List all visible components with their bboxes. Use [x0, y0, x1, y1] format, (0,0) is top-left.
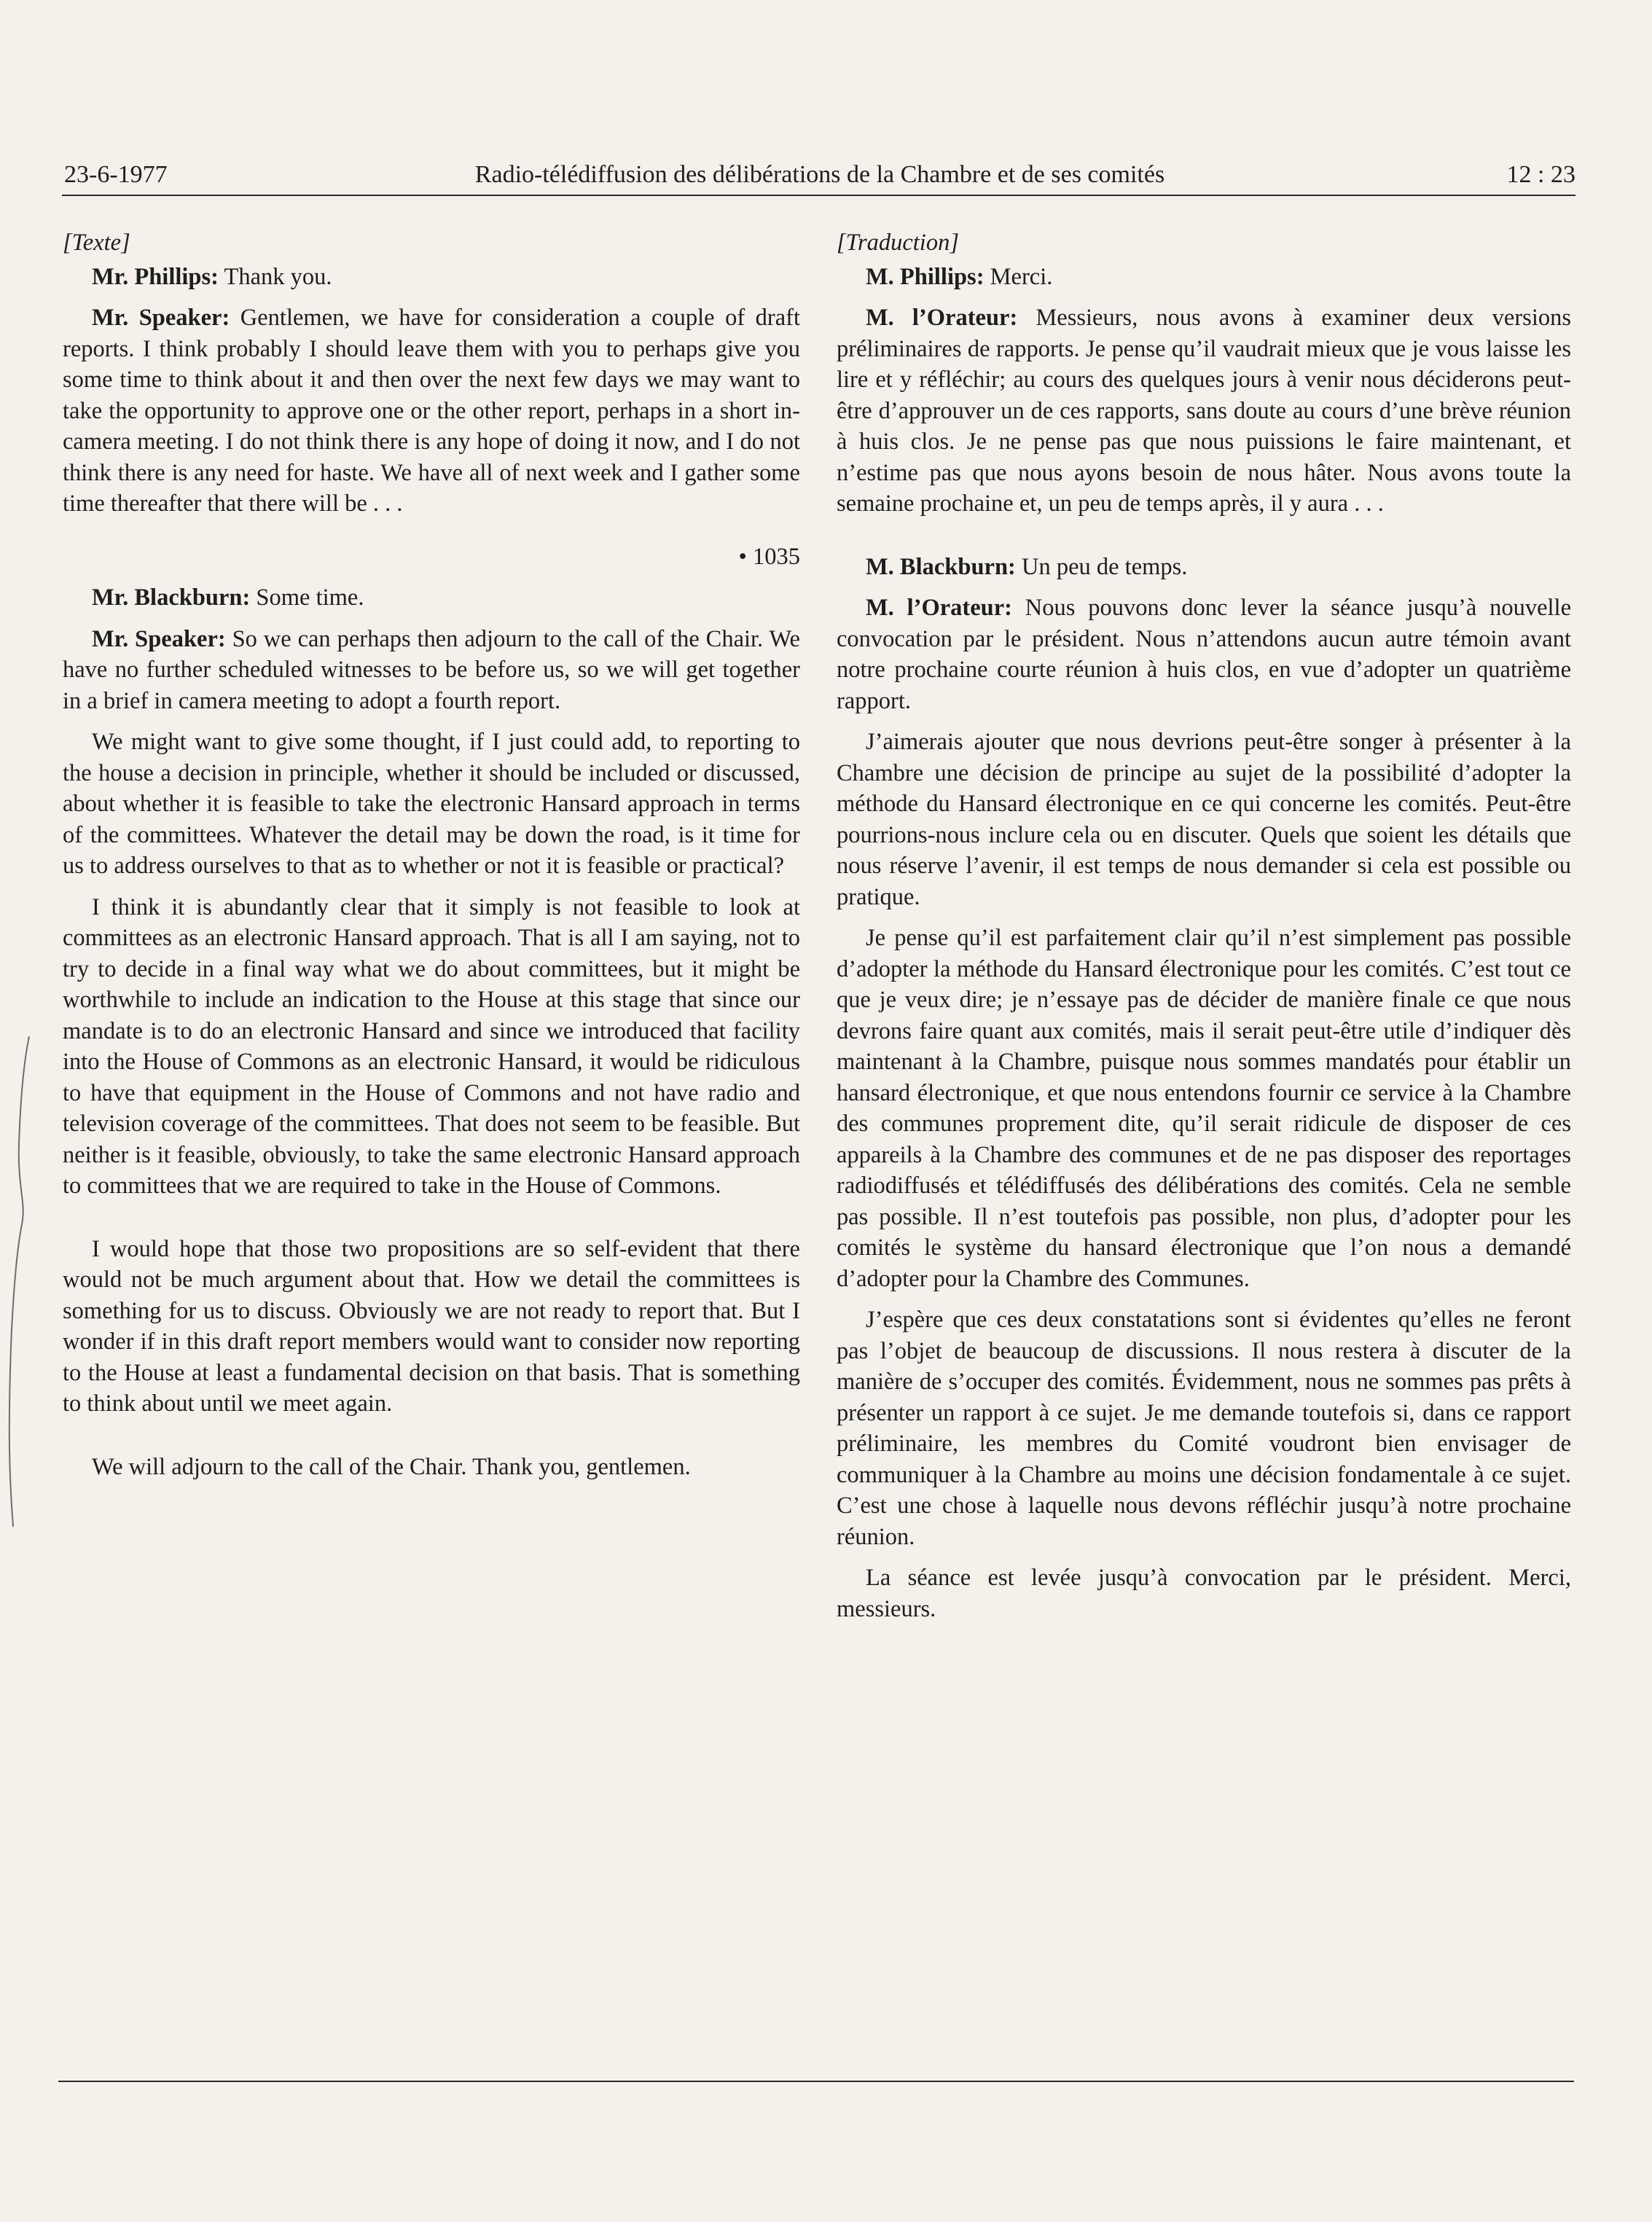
- paragraph-text: La séance est levée jusqu’à convocation par le président. Merci, messieurs.: [837, 1565, 1571, 1622]
- paragraph-text: J’aimerais ajouter que nous devrions peut-être songer à présenter à la Chambre une décision de principe au sujet de la possibilité d’adopter la méthode du Hansard électronique en ce qui concerne les comités. Peut-être pourrions-nous inclure cela ou en discuter. Quels que soient les détails que nous réserve l’avenir, il est temps de nous demander si cela est possible ou pratique.: [837, 729, 1571, 910]
- paragraph-text: I think it is abundantly clear that it simply is not feasible to look at committees as an electronic Hansard approach. That is all I am saying, not to try to decide in a final way what we do about committees, but it might be worthwhile to include an indication to the House at this stage that since our mandate is to do an electronic Hansard and since we introduced that facility into the House of Commons as an electronic Hansard, it would be ridiculous to have that equipment in the House of Commons and not have radio and television coverage of the committees. That does not seem to be feasible. But neither is it feasible, obviously, to take the same electronic Hansard approach to committees that we are required to take in the House of Commons.: [63, 893, 800, 1199]
- paragraph-text: We might want to give some thought, if I just could add, to reporting to the house a decision in principle, whether it should be included or discussed, about whether it is feasible to take the electronic Hansard approach in terms of the committees. Whatever the detail may be down the road, is it time for us to address ourselves to that as to whether or not it is feasible or practical?: [63, 729, 800, 879]
- paragraph-text: Nous pouvons donc lever la séance jusqu’à nouvelle convocation par le président. Nous n’attendons aucun autre témoin avant notre prochaine courte réunion à huis clos, en vue d’adopter un quatrième rapport.: [837, 595, 1572, 714]
- paragraph: [837, 552, 1571, 583]
- handwritten-margin-mark: [4, 1035, 34, 1530]
- column-label: [Traduction]: [837, 230, 959, 256]
- english-column: [63, 227, 800, 1493]
- speaker-name: Mr. Speaker:: [92, 625, 226, 652]
- paragraph: [837, 262, 1571, 293]
- paragraph-text: So we can perhaps then adjourn to the call of the Chair. We have no further scheduled witnesses to be before us, so we will get together in a brief in camera meeting to adopt a fourth report.: [63, 625, 800, 714]
- header-title: Radio-télédiffusion des délibérations de la Chambre et de ses comités: [474, 161, 1165, 188]
- paragraph-text: Un peu de temps.: [1015, 553, 1188, 580]
- paragraph: [63, 582, 800, 614]
- header-page-number: 12 : 23: [1506, 161, 1575, 188]
- page-header: [64, 157, 1575, 193]
- paragraph: [63, 302, 800, 520]
- paragraph: [837, 1562, 1571, 1624]
- column-label: [Texte]: [63, 230, 130, 256]
- speaker-name: Mr. Blackburn:: [92, 584, 251, 611]
- header-rule: [62, 195, 1575, 196]
- paragraph: [837, 302, 1571, 520]
- paragraph-text: Some time.: [250, 584, 364, 611]
- speaker-name: M. l’Orateur:: [866, 595, 1012, 621]
- speaker-name: Mr. Phillips:: [92, 263, 219, 290]
- speaker-name: Mr. Speaker:: [92, 305, 230, 331]
- paragraph-text: J’espère que ces deux constatations sont si évidentes qu’elles ne feront pas l’objet de beaucoup de discussions. Il nous restera à discuter de la manière de s’occuper des comités. Évidemment, nous ne sommes pas prêts à présenter un rapport à ce sujet. Je me demande toutefois si, dans ce rapport préliminaire, les membres du Comité voudront bien envisager de communiquer à la Chambre au moins une décision fondamentale à ce sujet. C’est une chose à laquelle nous devons réfléchir jusqu’à notre prochaine réunion.: [837, 1307, 1571, 1550]
- header-date: 23-6-1977: [64, 161, 168, 188]
- french-column: [837, 227, 1571, 1635]
- paragraph-text: Messieurs, nous avons à examiner deux versions préliminaires de rapports. Je pense qu’il vaudrait mieux que je vous laisse les lire et y réfléchir; au cours des quelques jours à venir nous déciderons peut-être d’approuver un de ces rapports, sans doute au cours d’une brève réunion à huis clos. Je ne pense pas que nous puissions le faire maintenant, et n’estime pas que nous ayons besoin de nous hâter. Nous avons toute la semaine prochaine et, un peu de temps après, il y aura . . .: [837, 305, 1572, 517]
- paragraph-text: I would hope that those two propositions are so self-evident that there would not be much argument about that. How we detail the committees is something for us to discuss. Obviously we are not ready to report that. But I wonder if in this draft report members would want to consider now reporting to the House at least a fundamental decision on that basis. That is something to think about until we meet again.: [63, 1235, 800, 1417]
- paragraph: [837, 923, 1571, 1294]
- time-marker: • 1035: [738, 543, 800, 570]
- paragraph: [837, 727, 1571, 912]
- paragraph: [63, 624, 800, 717]
- paragraph: [63, 1234, 800, 1420]
- paragraph: [837, 592, 1571, 716]
- paragraph-text: Thank you.: [218, 263, 332, 290]
- paragraph: [63, 1452, 800, 1483]
- paragraph-text: Je pense qu’il est parfaitement clair qu’il n’est simplement pas possible d’adopter la méthode du Hansard électronique pour les comités. C’est tout ce que je veux dire; je n’essaye pas de décider de manière finale ce que nous devrons faire quant aux comités, mais il serait peut-être utile d’indiquer dès maintenant à la Chambre, puisque nous sommes mandatés pour établir un hansard électronique, et que nous entendons fournir ce service à la Chambre des communes proprement dite, qu’il serait ridicule de disposer de ces appareils à la Chambre des communes et de ne pas disposer des reportages radiodiffusés et télédiffusés des délibérations des comités. Cela ne semble pas possible. Il n’est toutefois pas possible, non plus, d’adopter pour les comités le système du hansard électronique que l’on nous a demandé d’adopter pour la Chambre des Communes.: [837, 925, 1571, 1292]
- paragraph-text: We will adjourn to the call of the Chair. Thank you, gentlemen.: [92, 1453, 691, 1480]
- paragraph: [63, 892, 800, 1202]
- paragraph: [63, 727, 800, 882]
- speaker-name: M. Phillips:: [866, 263, 984, 290]
- speaker-name: M. Blackburn:: [866, 553, 1016, 580]
- paragraph-text: Merci.: [984, 263, 1053, 290]
- paragraph-text: Gentlemen, we have for consideration a couple of draft reports. I think probably I should leave them with you to perhaps give you some time to think about it and then over the next few days we may want to take the opportunity to approve one or the other report, perhaps in a short in-camera meeting. I do not think there is any hope of doing it now, and I do not think there is any need for haste. We have all of next week and I gather some time thereafter that there will be . . .: [63, 305, 800, 517]
- speaker-name: M. l’Orateur:: [866, 305, 1018, 331]
- footer-rule: [58, 2081, 1574, 2082]
- paragraph: [63, 262, 800, 293]
- paragraph: [837, 1304, 1571, 1552]
